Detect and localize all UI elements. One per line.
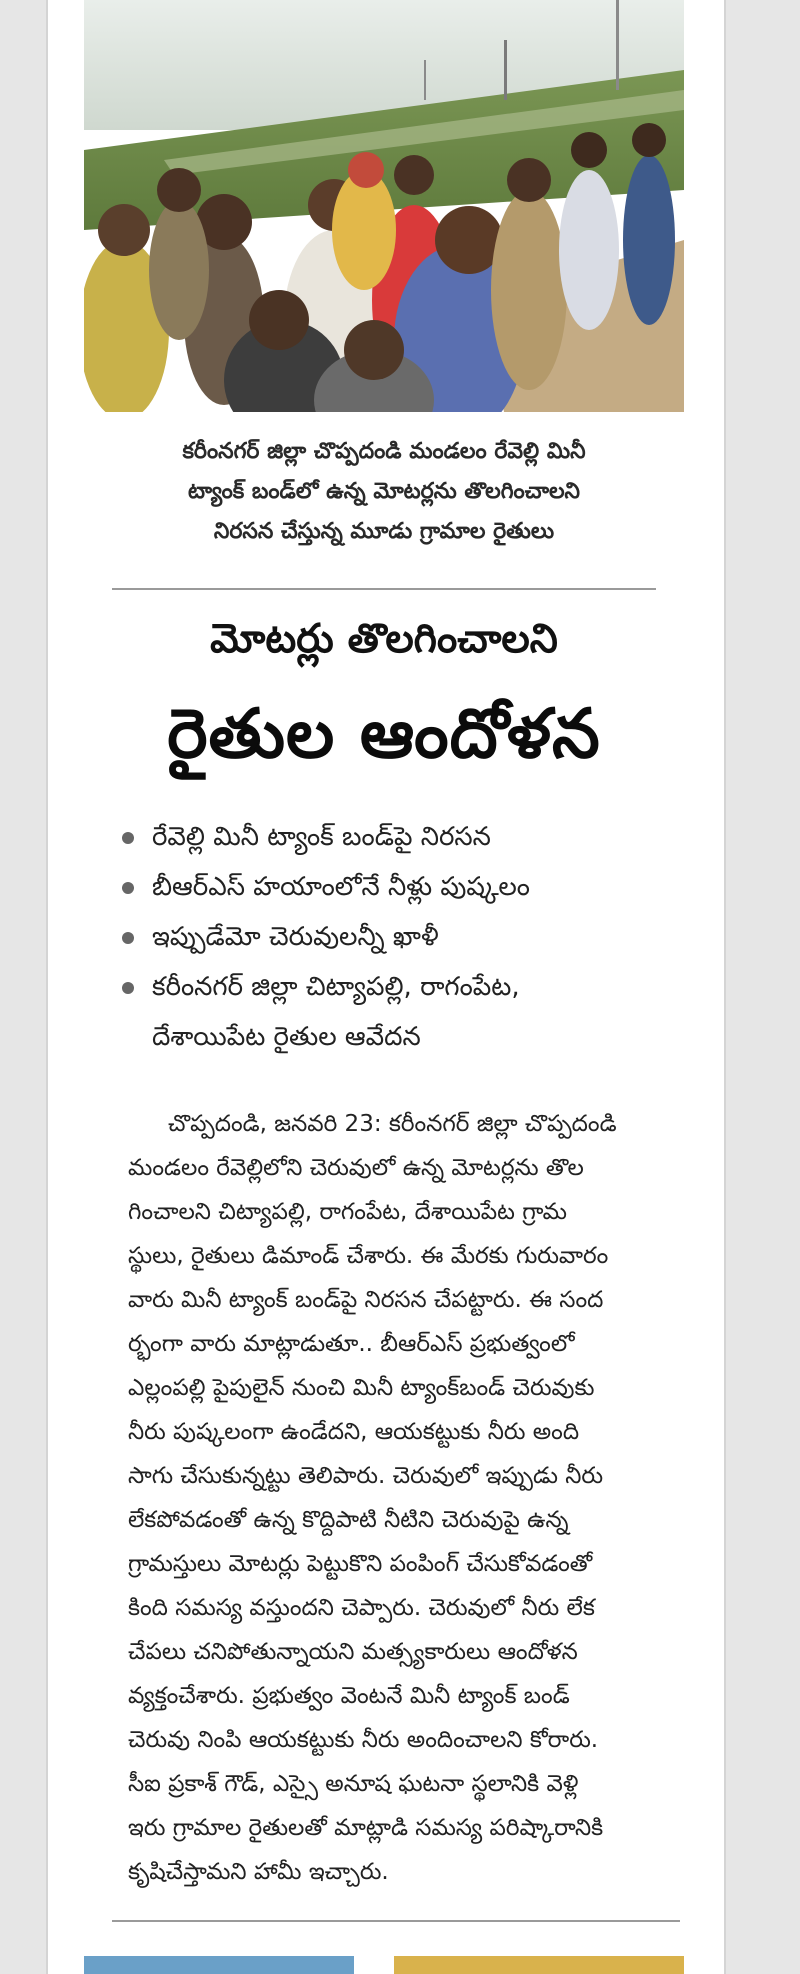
headline-kicker: మోటర్లు తొలగించాలని — [210, 616, 558, 662]
body-line: చెరువు నింపి ఆయకట్టుకు నీరు అందించాలని కోరారు. — [128, 1727, 599, 1753]
bullet-dot-icon — [122, 932, 134, 944]
bullet-dot-icon — [122, 832, 134, 844]
caption-line: నిరసన చేస్తున్న మూడు గ్రామాల రైతులు — [213, 519, 555, 544]
caption-line: కరీంనగర్ జిల్లా చొప్పదండి మండలం రేవెల్లి మినీ — [182, 439, 586, 464]
photo-caption — [84, 432, 684, 552]
body-line: స్థులు, రైతులు డిమాండ్ చేశారు. ఈ మేరకు గురువారం — [128, 1243, 609, 1269]
body-line: వారు మినీ ట్యాంక్ బండ్‌పై నిరసన చేపట్టారు. ఈ సంద — [128, 1287, 604, 1313]
bullet-dot-icon — [122, 982, 134, 994]
bullet-text: ఇప్పుడేమో చెరువులన్నీ ఖాళీ — [152, 922, 439, 952]
body-line: కృషిచేస్తామని హామీ ఇచ్చారు. — [128, 1859, 389, 1885]
news-photo — [84, 0, 684, 412]
bullet-item — [120, 812, 680, 862]
article-body — [128, 1102, 692, 1894]
bullet-text-continued: దేశాయిపేట రైతుల ఆవేదన — [152, 1022, 421, 1052]
page-edge-right — [724, 0, 726, 1974]
bullet-dot-icon — [122, 882, 134, 894]
protest-photo-illustration — [84, 0, 684, 412]
body-line: ఇరు గ్రామాల రైతులతో మాట్లాడి సమస్య పరిష్కారానికి — [128, 1815, 604, 1841]
body-line: కింది సమస్య వస్తుందని చెప్పారు. చెరువులో నీరు లేక — [128, 1595, 595, 1621]
headline-main: రైతుల ఆందోళన — [167, 695, 601, 774]
bullet-item — [120, 962, 680, 1062]
body-line: మండలం రేవెల్లిలోని చెరువులో ఉన్న మోటర్లను తొల — [128, 1155, 584, 1181]
bullet-item — [120, 862, 680, 912]
body-line: నీరు పుష్కలంగా ఉండేదని, ఆయకట్టుకు నీరు అంది — [128, 1419, 580, 1445]
caption-line: ట్యాంక్ బండ్‌లో ఉన్న మోటర్లను తొలగించాలని — [187, 479, 581, 504]
bullet-text: బీఆర్ఎస్ హయాంలోనే నీళ్లు పుష్కలం — [152, 872, 530, 902]
body-line: గ్రామస్తులు మోటర్లు పెట్టుకొని పంపింగ్ చేసుకోవడంతో — [128, 1551, 593, 1577]
body-line: లేకపోవడంతో ఉన్న కొద్దిపాటి నీటిని చెరువుపై ఉన్న — [128, 1507, 569, 1533]
body-line: ర్భంగా వారు మాట్లాడుతూ.. బీఆర్ఎస్ ప్రభుత్వంలో — [128, 1331, 575, 1357]
next-article-image-strip — [84, 1956, 684, 1974]
divider — [112, 1920, 680, 1922]
divider — [112, 588, 656, 590]
bullet-item — [120, 912, 680, 962]
body-line: చొప్పదండి, జనవరి 23: కరీంనగర్ జిల్లా చొప్పదండి — [168, 1111, 617, 1137]
newspaper-article — [48, 0, 724, 1974]
body-line: ఎల్లంపల్లి పైపులైన్ నుంచి మినీ ట్యాంక్‌బండ్ చెరువుకు — [128, 1375, 595, 1401]
bullet-text: రేవెల్లి మినీ ట్యాంక్ బండ్‌పై నిరసన — [152, 822, 491, 852]
body-line: సీఐ ప్రకాశ్ గౌడ్, ఎస్సై అనూష ఘటనా స్థలానికి వెళ్లి — [128, 1771, 579, 1797]
highlight-bullets — [120, 812, 680, 1062]
bullet-text: కరీంనగర్ జిల్లా చిట్యాపల్లి, రాగంపేట, — [152, 972, 520, 1002]
body-line: చేపలు చనిపోతున్నాయని మత్స్యకారులు ఆందోళన — [128, 1639, 578, 1665]
next-article-image-edge — [84, 1956, 684, 1974]
body-line: సాగు చేసుకున్నట్టు తెలిపారు. చెరువులో ఇప్పుడు నీరు — [128, 1463, 604, 1489]
body-line: వ్యక్తంచేశారు. ప్రభుత్వం వెంటనే మినీ ట్యాంక్ బండ్ — [128, 1683, 570, 1709]
body-line: గించాలని చిట్యాపల్లి, రాగంపేట, దేశాయిపేట గ్రామ — [128, 1199, 568, 1225]
